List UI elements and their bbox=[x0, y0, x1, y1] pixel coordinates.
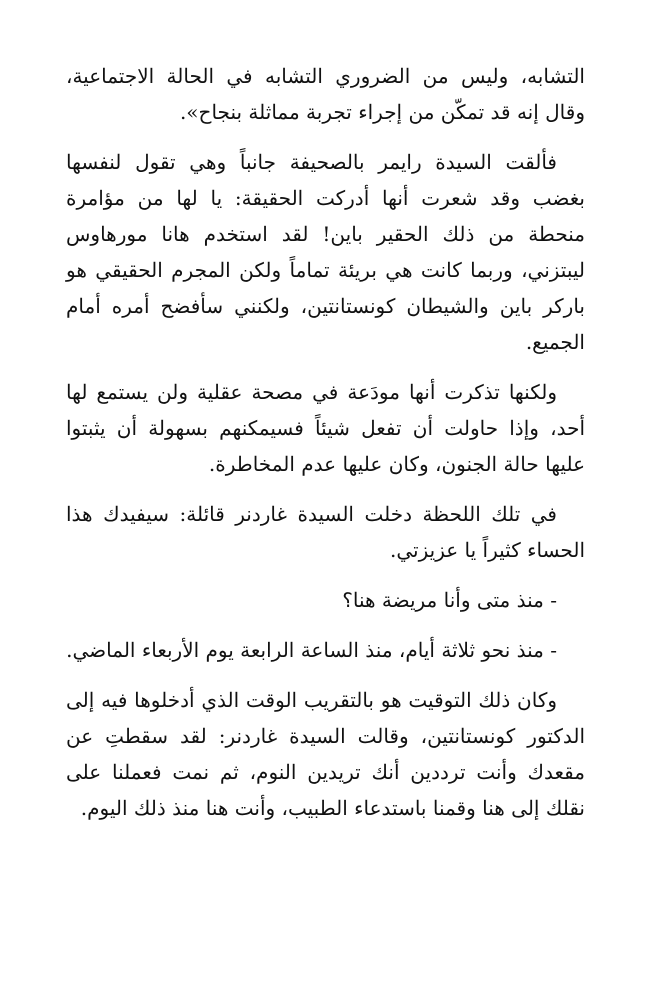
dialogue-line: - منذ نحو ثلاثة أيام، منذ الساعة الرابعة يوم الأربعاء الماضي. bbox=[66, 638, 557, 662]
paragraph: فألقت السيدة رايمر بالصحيفة جانباً وهي تقول لنفسها بغضب وقد شعرت أنها أدركت الحقيقة: يا لها من مؤامرة منحطة من ذلك الحقير باين! لقد استخدم هانا مورهاوس ليبتزني، وربما كانت هي بريئة تماماً ولكن المجرم الحقيقي هو باركر باين والشيطان كونستانتين، ولكنني سأفضح أمره أمام الجميع. bbox=[66, 150, 585, 354]
dialogue-line: - منذ متى وأنا مريضة هنا؟ bbox=[342, 588, 557, 612]
paragraph-continuation: التشابه، وليس من الضروري التشابه في الحالة الاجتماعية، وقال إنه قد تمكّن من إجراء تجربة مماثلة بنجاح». bbox=[66, 64, 585, 124]
paragraph: وكان ذلك التوقيت هو بالتقريب الوقت الذي أدخلوها فيه إلى الدكتور كونستانتين، وقالت السيدة غاردنر: لقد سقطتِ عن مقعدك وأنت ترددين أنك تريدين النوم، ثم نمت فعملنا على نقلك إلى هنا وقمنا باستدعاء الطبيب، وأنت هنا منذ ذلك اليوم. bbox=[66, 688, 585, 820]
paragraph: في تلك اللحظة دخلت السيدة غاردنر قائلة: سيفيدك هذا الحساء كثيراً يا عزيزتي. bbox=[66, 502, 585, 562]
paragraph: ولكنها تذكرت أنها مودَعة في مصحة عقلية ولن يستمع لها أحد، وإذا حاولت أن تفعل شيئاً فسيمكنهم بسهولة أن يثبتوا عليها حالة الجنون، وكان عليها عدم المخاطرة. bbox=[66, 380, 585, 476]
